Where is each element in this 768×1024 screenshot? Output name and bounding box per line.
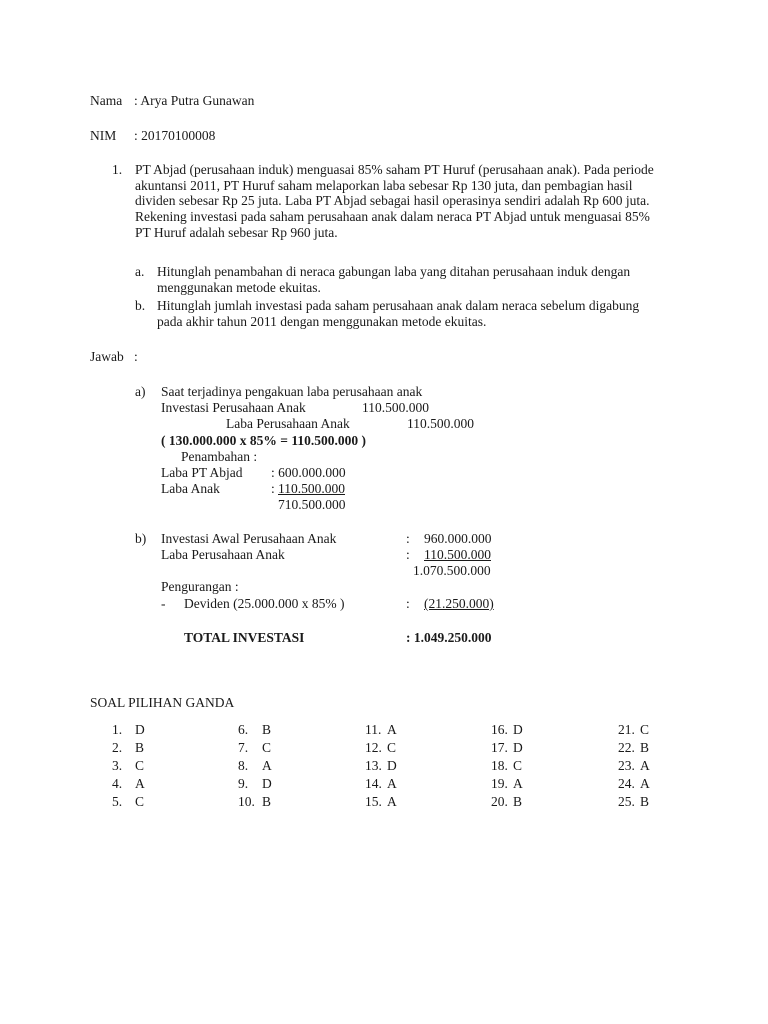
answer-letter: D <box>387 758 397 773</box>
question-line: PT Abjad (perusahaan induk) menguasai 85% saham PT Huruf (perusahaan anak). Pada periode <box>135 162 654 177</box>
answer-letter: D <box>135 722 145 737</box>
answer-letter: C <box>135 758 145 773</box>
dividen-dash: - <box>161 596 166 611</box>
answer-letter: C <box>262 740 272 755</box>
answer-letter: A <box>387 794 397 809</box>
laba-perusahaan-anak-label: Laba Perusahaan Anak <box>161 547 285 562</box>
laba-perusahaan-anak-colon: : <box>406 547 410 562</box>
answer-letter: A <box>387 776 397 791</box>
answer-letter: B <box>262 794 272 809</box>
answer-b-subtotal: 1.070.500.000 <box>413 563 491 578</box>
answer-number: 2. <box>112 740 123 755</box>
answer-number: 4. <box>112 776 123 791</box>
answer-number: 23. <box>618 758 635 773</box>
dividen-label: Deviden (25.000.000 x 85% ) <box>184 596 345 611</box>
answer-letter: A <box>513 776 523 791</box>
jawab-colon: : <box>134 349 138 364</box>
answer-number: 24. <box>618 776 635 791</box>
answer-number: 22. <box>618 740 635 755</box>
journal-debit-value: 110.500.000 <box>362 400 429 415</box>
journal-credit-value: 110.500.000 <box>407 416 474 431</box>
penambahan-label: Penambahan : <box>181 449 258 464</box>
investasi-awal-colon: : <box>406 531 410 546</box>
answer-number: 20. <box>491 794 508 809</box>
answer-number: 17. <box>491 740 508 755</box>
answer-number: 5. <box>112 794 123 809</box>
nim-label: NIM <box>90 128 117 143</box>
sub-question-b-line: Hitunglah jumlah investasi pada saham perusahaan anak dalam neraca sebelum digabung <box>157 298 640 313</box>
answer-number: 15. <box>365 794 382 809</box>
answer-number: 16. <box>491 722 508 737</box>
answer-letter: B <box>135 740 145 755</box>
laba-anak-colon: : <box>271 481 275 496</box>
journal-debit-account: Investasi Perusahaan Anak <box>161 400 306 415</box>
answer-letter: A <box>640 758 650 773</box>
answer-a-title: Saat terjadinya pengakuan laba perusahaan anak <box>161 384 423 399</box>
answer-letter: D <box>513 740 523 755</box>
answer-letter: C <box>640 722 650 737</box>
name-value: : Arya Putra Gunawan <box>134 93 255 108</box>
name-label: Nama <box>90 93 123 108</box>
sub-question-b-text <box>157 298 639 329</box>
answer-number: 6. <box>238 722 249 737</box>
answer-number: 3. <box>112 758 123 773</box>
answer-number: 1. <box>112 722 123 737</box>
answer-a-label: a) <box>135 384 146 399</box>
answer-letter: C <box>387 740 397 755</box>
laba-anak-value: 110.500.000 <box>278 481 345 496</box>
answer-letter: B <box>513 794 523 809</box>
answer-letter: D <box>262 776 272 791</box>
answer-letter: B <box>640 794 650 809</box>
sub-question-b-label: b. <box>135 298 146 313</box>
answer-a-formula: ( 130.000.000 x 85% = 110.500.000 ) <box>161 433 366 448</box>
question-number: 1. <box>112 162 123 177</box>
laba-anak-label: Laba Anak <box>161 481 220 496</box>
sub-question-a-line: Hitunglah penambahan di neraca gabungan laba yang ditahan perusahaan induk dengan <box>157 264 631 279</box>
answer-number: 13. <box>365 758 382 773</box>
total-investasi-value: : 1.049.250.000 <box>406 630 492 645</box>
nim-value: : 20170100008 <box>134 128 216 143</box>
jawab-label: Jawab <box>90 349 124 364</box>
answer-number: 10. <box>238 794 255 809</box>
answer-letter: C <box>135 794 145 809</box>
answer-number: 19. <box>491 776 508 791</box>
sub-question-a-label: a. <box>135 264 145 279</box>
answer-number: 12. <box>365 740 382 755</box>
answer-letter: C <box>513 758 523 773</box>
multiple-choice-title: SOAL PILIHAN GANDA <box>90 695 235 710</box>
answer-letter: A <box>640 776 650 791</box>
sub-question-a-line: menggunakan metode ekuitas. <box>157 279 321 295</box>
answer-letter: A <box>262 758 272 773</box>
question-text <box>135 162 654 241</box>
answer-letter: B <box>262 722 272 737</box>
pengurangan-label: Pengurangan : <box>161 579 239 594</box>
answer-number: 11. <box>365 722 382 737</box>
question-line: Rekening investasi pada saham perusahaan anak dalam neraca PT Abjad untuk menguasai 85% <box>135 209 650 225</box>
laba-perusahaan-anak-value: 110.500.000 <box>424 547 491 562</box>
answer-number: 21. <box>618 722 635 737</box>
question-line: dividen sebesar Rp 25 juta. Laba PT Abjad sebagai hasil operasinya sendiri adalah Rp 600 juta. <box>135 193 650 209</box>
investasi-awal-label: Investasi Awal Perusahaan Anak <box>161 531 337 546</box>
answer-number: 25. <box>618 794 635 809</box>
dividen-colon: : <box>406 596 410 611</box>
laba-pt-abjad-value: : 600.000.000 <box>271 465 346 480</box>
answer-letter: A <box>387 722 397 737</box>
sub-question-b-line: pada akhir tahun 2011 dengan menggunakan metode ekuitas. <box>157 313 487 329</box>
answer-number: 9. <box>238 776 249 791</box>
laba-pt-abjad-label: Laba PT Abjad <box>161 465 243 480</box>
answer-number: 7. <box>238 740 249 755</box>
answer-letter: B <box>640 740 650 755</box>
answer-number: 8. <box>238 758 249 773</box>
answer-a-total: 710.500.000 <box>278 497 346 512</box>
investasi-awal-value: 960.000.000 <box>424 531 492 546</box>
answer-number: 18. <box>491 758 508 773</box>
answer-letter: A <box>135 776 145 791</box>
answer-b-label: b) <box>135 531 147 546</box>
dividen-value: (21.250.000) <box>424 596 494 611</box>
question-line: akuntansi 2011, PT Huruf saham melaporkan laba sebesar Rp 130 juta, dan pembagian hasil <box>135 177 633 193</box>
journal-credit-account: Laba Perusahaan Anak <box>226 416 350 431</box>
question-line: PT Huruf adalah sebesar Rp 960 juta. <box>135 224 338 240</box>
sub-question-a-text <box>157 264 630 295</box>
answer-number: 14. <box>365 776 382 791</box>
answer-letter: D <box>513 722 523 737</box>
total-investasi-label: TOTAL INVESTASI <box>184 630 305 645</box>
